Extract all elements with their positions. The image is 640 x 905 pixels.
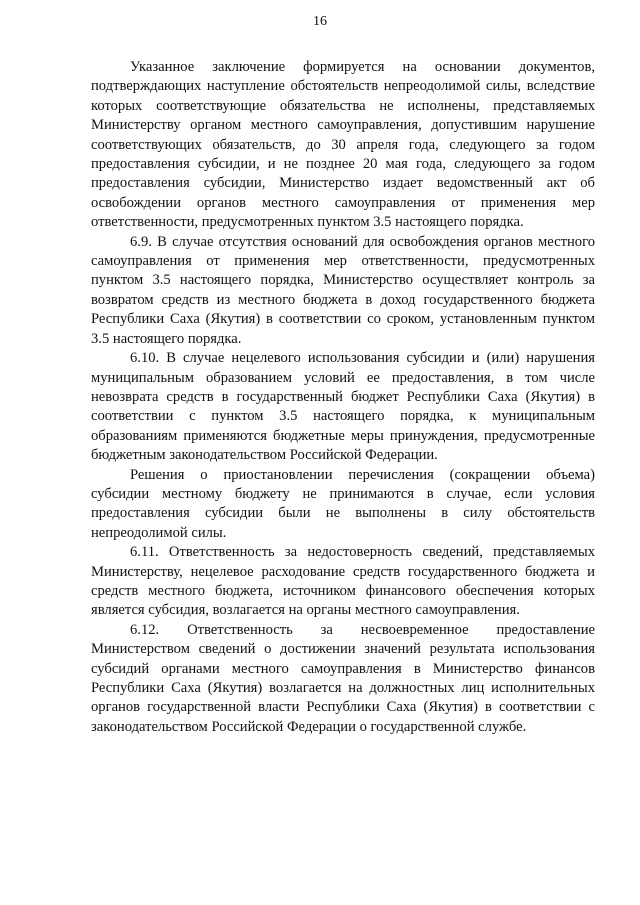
document-body [91,58,595,737]
paragraph-suspension-decisions: Решения о приостановлении перечисления (сокращении объема) субсидии местному бюджету не принимаются в случае, если условия предоставления субсидии были не выполнены в силу обстоятельств непреодолимой силы. [91,466,595,541]
paragraph-6-11: 6.11. Ответственность за недостоверность сведений, представляемых Министерству, нецелевое расходование средств государственного бюджета и средств местного бюджета, источником финансового обеспечения которых является субсидия, возлагается на органы местного самоуправления. [91,544,595,619]
paragraph-6-10: 6.10. В случае нецелевого использования субсидии и (или) нарушения муниципальным образованием условий ее предоставления, в том числе невозврата средств в государственный бюджет Республики Саха (Якутия) в соответствии с пунктом 3.5 настоящего порядка, к муниципальным образованиям применяются бюджетные меры принуждения, предусмотренные бюджетным законодательством Российской Федерации. [91,350,595,464]
paragraph-conclusion-formation: Указанное заключение формируется на основании документов, подтверждающих наступление обстоятельств непреодолимой силы, вследствие которых соответствующие обязательства не исполнены, представляемых Министерству органом местного самоуправления, допустившим нарушение соответствующих обязательств, до 30 апреля года, следующего за годом предоставления субсидии, и не позднее 20 мая года, следующего за годом предоставления субсидии, Министерство издает ведомственный акт об освобождении органов местного самоуправления от применения мер ответственности, предусмотренных пунктом 3.5 настоящего порядка. [91,59,595,231]
paragraph-6-12: 6.12. Ответственность за несвоевременное предоставление Министерством сведений о достижении значений результата использования субсидий органами местного самоуправления в Министерство финансов Республики Саха (Якутия) возлагается на должностных лиц исполнительных органов государственной власти Республики Саха (Якутия) в соответствии с законодательством Российской Федерации о государственной службе. [91,621,595,735]
page-number: 16 [313,14,327,29]
paragraph-6-9: 6.9. В случае отсутствия оснований для освобождения органов местного самоуправления от применения мер ответственности, предусмотренных пунктом 3.5 настоящего порядка, Министерство осуществляет контроль за возвратом средств из местного бюджета в доход государственного бюджета Республики Саха (Якутия) в соответствии со сроком, установленным пунктом 3.5 настоящего порядка. [91,233,595,347]
